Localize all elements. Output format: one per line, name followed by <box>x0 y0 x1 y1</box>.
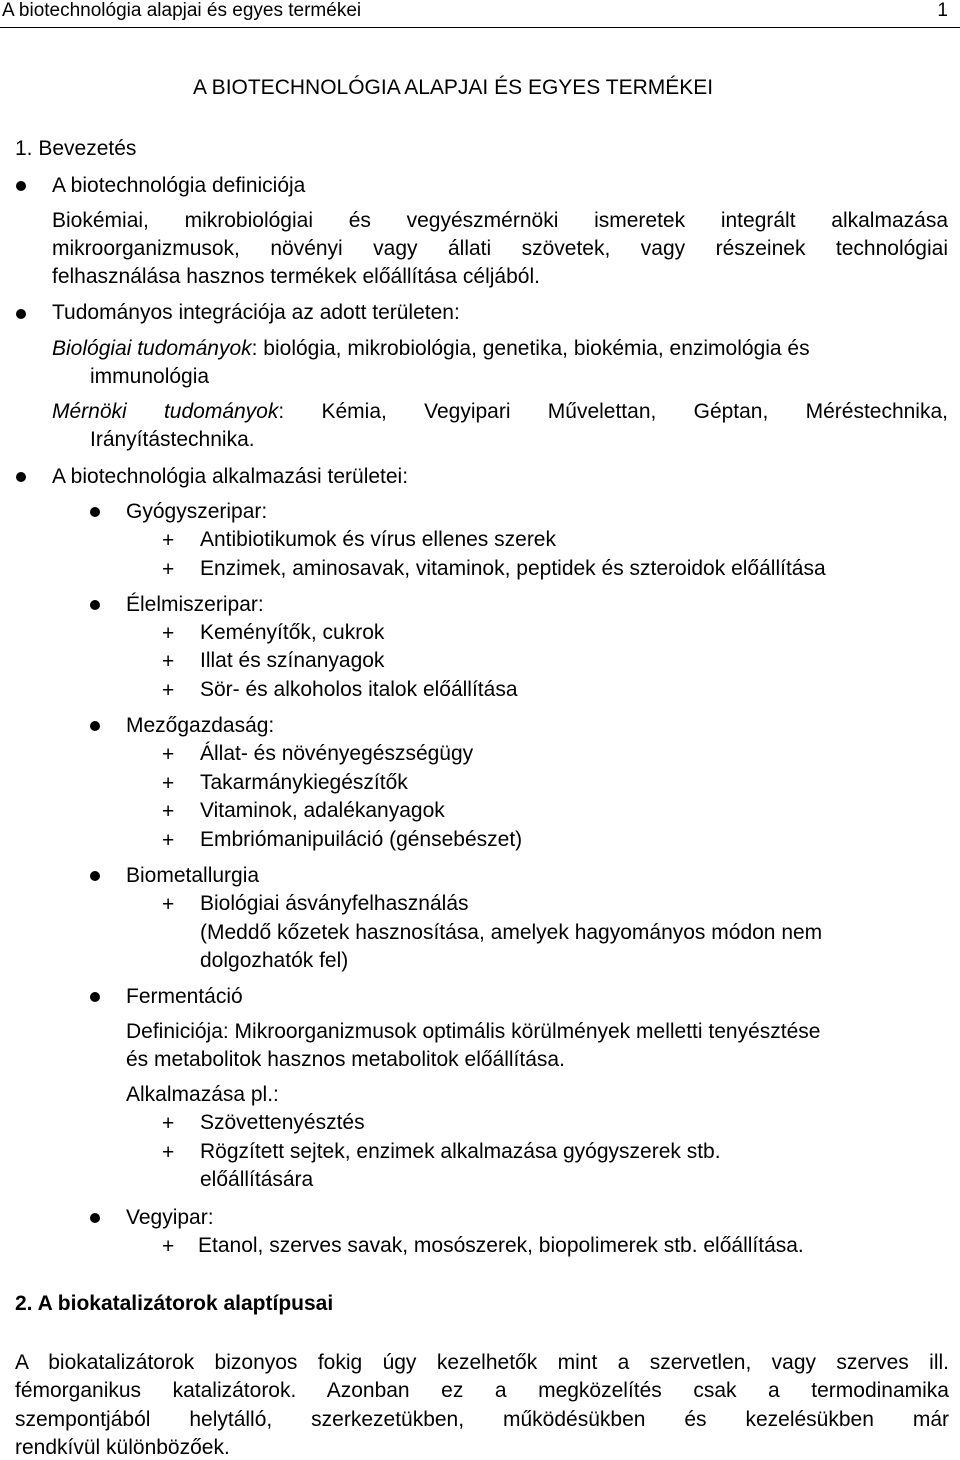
ferm-def-1: Definiciója: Mikroorganizmusok optimális körülmények melletti tenyésztése <box>126 1020 821 1043</box>
pharma-heading: Gyógyszeripar: <box>126 500 268 523</box>
ferm-def-2: és metabolitok hasznos metabolitok előállítása. <box>126 1048 565 1071</box>
plus-icon: + <box>162 800 175 823</box>
pharma-item-1: Antibiotikumok és vírus ellenes szerek <box>200 528 556 551</box>
food-item-2: Illat és színanyagok <box>200 649 385 672</box>
plus-icon: + <box>162 1235 175 1258</box>
chem-item: Etanol, szerves savak, mosószerek, biopolimerek stb. előállítása. <box>198 1234 804 1257</box>
running-header <box>0 0 960 28</box>
biomet-heading: Biometallurgia <box>126 864 260 887</box>
ferm-item-2-cont: előállítására <box>200 1168 314 1191</box>
plus-icon: + <box>162 893 175 916</box>
definition-line-1: Biokémiai, mikrobiológiai és vegyészmérnöki ismeretek integrált alkalmazása <box>52 209 948 232</box>
bullet-icon <box>90 507 100 517</box>
pharma-item-2: Enzimek, aminosavak, vitaminok, peptidek és szteroidok előállítása <box>200 557 826 580</box>
food-item-3: Sör- és alkoholos italok előállítása <box>200 678 518 701</box>
plus-icon: + <box>162 679 175 702</box>
engineering-cont: Irányítástechnika. <box>90 428 255 451</box>
header-title: A biotechnológia alapjai és egyes termékei <box>2 0 362 21</box>
integration-bullet: Tudományos integrációja az adott területen: <box>52 301 460 324</box>
biomet-item: Biológiai ásványfelhasználás <box>200 892 469 915</box>
plus-icon: + <box>162 650 175 673</box>
bio-sciences-text: : biológia, mikrobiológia, genetika, biokémia, enzimológia és <box>251 337 810 360</box>
bullet-icon <box>90 992 100 1002</box>
food-item-1: Keményítők, cukrok <box>200 621 385 644</box>
page-number: 1 <box>937 0 948 21</box>
engineering-line <box>52 399 948 424</box>
plus-icon: + <box>162 529 175 552</box>
section-2-line-3: szempontjából helytálló, szerkezetükben, működésükben és kezelésükben már <box>15 1408 949 1431</box>
chem-heading: Vegyipar: <box>126 1206 214 1229</box>
plus-icon: + <box>162 743 175 766</box>
definition-line-2: mikroorganizmusok, növényi vagy állati szövetek, vagy részeinek technológiai <box>52 237 948 260</box>
plus-icon: + <box>162 772 175 795</box>
plus-icon: + <box>162 622 175 645</box>
bio-sciences-label: Biológiai tudományok <box>52 337 252 360</box>
plus-icon: + <box>162 1112 175 1135</box>
section-2-line-4: rendkívül különbözőek. <box>15 1436 230 1459</box>
document-title: A BIOTECHNOLÓGIA ALAPJAI ÉS EGYES TERMÉKEI <box>193 76 714 99</box>
bullet-icon <box>16 472 26 482</box>
bullet-icon <box>90 871 100 881</box>
ferm-item-2: Rögzített sejtek, enzimek alkalmazása gyógyszerek stb. <box>200 1140 721 1163</box>
definition-line-3: felhasználása hasznos termékek előállítása céljából. <box>52 265 540 288</box>
section-2-heading: 2. A biokatalizátorok alaptípusai <box>15 1292 334 1315</box>
agri-heading: Mezőgazdaság: <box>126 714 275 737</box>
engineering-label: Mérnöki tudományok <box>52 400 279 423</box>
plus-icon: + <box>162 1141 175 1164</box>
bullet-icon <box>90 1213 100 1223</box>
areas-bullet: A biotechnológia alkalmazási területei: <box>52 465 409 488</box>
agri-item-3: Vitaminok, adalékanyagok <box>200 799 445 822</box>
biomet-note-1: (Meddő kőzetek hasznosítása, amelyek hagyományos módon nem <box>200 921 823 944</box>
ferm-item-1: Szövettenyésztés <box>200 1111 365 1134</box>
plus-icon: + <box>162 829 175 852</box>
ferm-app-label: Alkalmazása pl.: <box>126 1083 279 1106</box>
agri-item-4: Embriómanipuiláció (génsebészet) <box>200 828 523 851</box>
biomet-note-2: dolgozhatók fel) <box>200 949 349 972</box>
agri-item-1: Állat- és növényegészségügy <box>200 742 474 765</box>
bio-sciences-cont: immunológia <box>90 365 210 388</box>
food-heading: Élelmiszeripar: <box>126 593 264 616</box>
section-2-line-2: fémorganikus katalizátorok. Azonban ez a megközelítés csak a termodinamika <box>15 1379 949 1402</box>
definition-bullet: A biotechnológia definiciója <box>52 174 306 197</box>
bullet-icon <box>16 181 26 191</box>
agri-item-2: Takarmánykiegészítők <box>200 771 408 794</box>
bullet-icon <box>16 309 26 319</box>
ferm-heading: Fermentáció <box>126 985 243 1008</box>
plus-icon: + <box>162 558 175 581</box>
engineering-text: : Kémia, Vegyipari Művelettan, Géptan, Méréstechnika, <box>278 400 948 423</box>
bullet-icon <box>90 721 100 731</box>
section-2-line-1: A biokatalizátorok bizonyos fokig úgy kezelhetők mint a szervetlen, vagy szerves ill. <box>15 1351 949 1374</box>
bio-sciences-line <box>52 336 810 361</box>
bullet-icon <box>90 600 100 610</box>
section-1-heading: 1. Bevezetés <box>15 137 137 160</box>
